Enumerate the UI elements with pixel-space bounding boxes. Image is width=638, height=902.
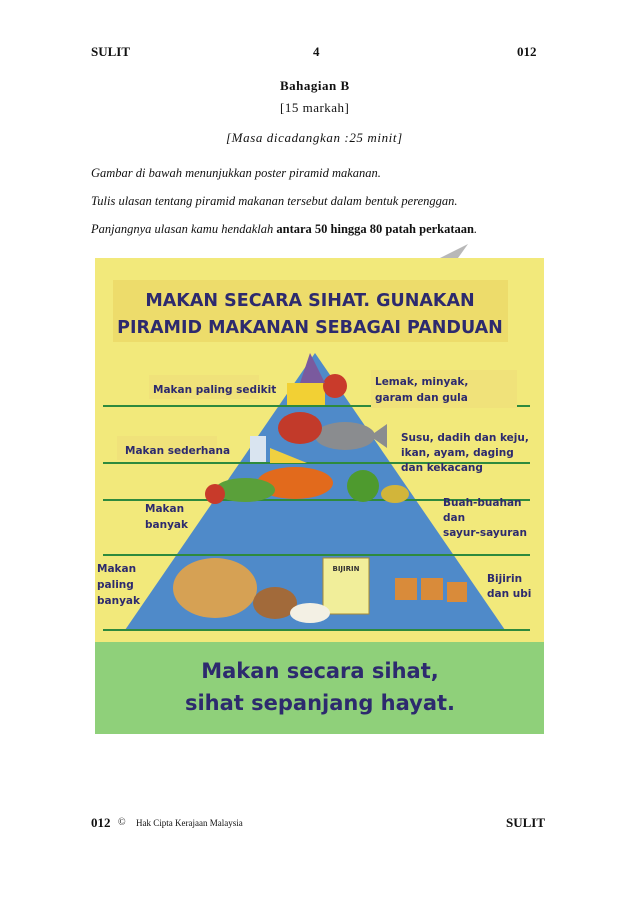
- banana-icon: [381, 485, 409, 503]
- section-title: Bahagian B: [280, 78, 350, 93]
- label-fats-line1: Lemak, minyak,: [375, 376, 469, 388]
- instruction-3: [91, 222, 477, 237]
- instruction-1: Gambar di bawah menunjukkan poster piramid makanan.: [91, 166, 381, 180]
- butter-icon: [287, 383, 325, 405]
- label-level2: Makan sederhana: [125, 445, 231, 457]
- header-left: SULIT: [91, 44, 131, 59]
- instruction-2: Tulis ulasan tentang piramid makanan tersebut dalam bentuk perenggan.: [91, 194, 458, 208]
- header-right: 012: [517, 44, 537, 59]
- copyright-text: Hak Cipta Kerajaan Malaysia: [136, 818, 243, 828]
- poster-title-line2: PIRAMID MAKANAN SEBAGAI PANDUAN: [117, 318, 503, 338]
- fish-icon: [315, 422, 375, 450]
- cabbage-icon: [347, 470, 379, 502]
- section-marks-text: [15 markah]: [280, 100, 350, 115]
- food-pyramid-poster: [95, 258, 544, 734]
- label-level4-line1: Makan: [97, 563, 137, 575]
- label-level4-line3: banyak: [97, 595, 140, 607]
- copyright-symbol: ©: [118, 817, 126, 828]
- poster-title-line1: MAKAN SECARA SIHAT. GUNAKAN: [145, 291, 475, 311]
- label-level1: Makan paling sedikit: [153, 384, 277, 396]
- slogan-banner: [95, 642, 544, 734]
- label-fruit-line3: sayur-sayuran: [443, 527, 527, 539]
- footer-code: 012: [91, 815, 111, 830]
- label-protein-line1: Susu, dadih dan keju,: [401, 432, 529, 444]
- label-grain-line1: Bijirin: [487, 573, 523, 585]
- cracker-icon-1: [395, 578, 417, 600]
- section-time: [Masa dicadangkan :25 minit]: [226, 130, 403, 145]
- label-grain-line2: dan ubi: [487, 588, 532, 600]
- label-level3-line1: Makan: [145, 503, 185, 515]
- instruction-3-prefix: Panjangnya ulasan kamu hendaklah: [91, 222, 277, 236]
- footer-right: SULIT: [506, 815, 546, 830]
- instruction-3-suffix: .: [474, 222, 478, 236]
- meat-icon: [278, 412, 322, 444]
- tomato-icon: [205, 484, 225, 504]
- label-level4-line2: paling: [97, 579, 134, 591]
- page-number: 4: [313, 44, 320, 59]
- cracker-icon-2: [421, 578, 443, 600]
- slogan-line1: Makan secara sihat,: [201, 659, 439, 683]
- label-fruit-line1: Buah-buahan: [443, 497, 522, 509]
- label-fats-line2: garam dan gula: [375, 392, 468, 404]
- sweets-icon: [323, 374, 347, 398]
- rice-icon: [290, 603, 330, 623]
- instruction-3-bold: antara 50 hingga 80 patah perkataan: [276, 222, 474, 236]
- label-level3-line2: banyak: [145, 519, 188, 531]
- cracker-icon-3: [447, 582, 467, 602]
- section-marks: [280, 100, 349, 116]
- cereal-box-label: BIJIRIN: [332, 565, 360, 573]
- label-protein-line2: ikan, ayam, daging: [401, 447, 514, 459]
- label-fruit-line2: dan: [443, 512, 466, 524]
- milk-icon: [250, 436, 266, 462]
- slogan-line2: sihat sepanjang hayat.: [184, 691, 456, 715]
- label-protein-line3: dan kekacang: [401, 462, 483, 474]
- bread-icon: [173, 558, 257, 618]
